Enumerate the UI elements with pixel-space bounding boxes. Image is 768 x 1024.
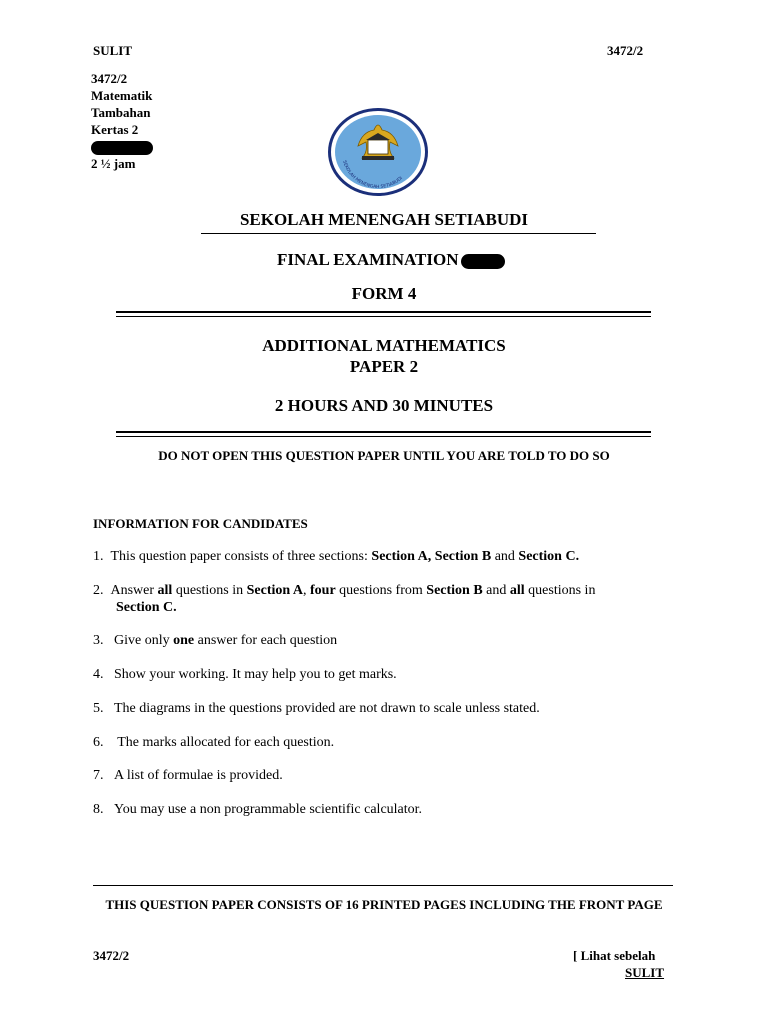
- info-item-7: 7. A list of formulae is provided.: [93, 768, 283, 783]
- next-page-note: [ Lihat sebelah: [573, 948, 656, 963]
- logo-ring-text: SEKOLAH MENENGAH SETIABUDI: [341, 160, 404, 191]
- exam-title-text: FINAL EXAMINATION: [277, 250, 459, 269]
- school-name: SEKOLAH MENENGAH SETIABUDI: [239, 210, 529, 229]
- form-level: FORM 4: [351, 284, 417, 303]
- warning-text: DO NOT OPEN THIS QUESTION PAPER UNTIL YOU ARE TOLD TO DO SO: [158, 448, 610, 463]
- title-underline: [201, 233, 596, 234]
- footer-code: 3472/2: [93, 948, 130, 963]
- paper-number: Kertas 2: [91, 122, 139, 137]
- info-heading: INFORMATION FOR CANDIDATES: [93, 516, 308, 531]
- info-item-8: 8. You may use a non programmable scientific calculator.: [93, 802, 423, 817]
- subject-name-2: Tambahan: [91, 105, 151, 120]
- paper-code: 3472/2: [607, 43, 644, 58]
- redacted-year: [461, 254, 505, 269]
- redacted-date: [91, 141, 153, 155]
- school-logo: [326, 106, 430, 198]
- classification-label: SULIT: [93, 43, 133, 58]
- info-item-2: 2. Answer all questions in Section A, four questions from Section B and all questions in: [93, 583, 596, 598]
- info-item-2-continued: Section C.: [116, 600, 177, 615]
- double-rule-top-b: [116, 316, 651, 317]
- paper-title: PAPER 2: [349, 357, 419, 376]
- info-item-5: 5. The diagrams in the questions provided are not drawn to scale unless stated.: [93, 701, 540, 716]
- double-rule-top-a: [116, 311, 651, 313]
- info-item-1: 1. This question paper consists of three sections: Section A, Section B and Section C.: [93, 549, 580, 564]
- subject-title: ADDITIONAL MATHEMATICS: [262, 336, 506, 355]
- footer-classification: SULIT: [625, 965, 665, 980]
- info-item-6: 6. The marks allocated for each question.: [93, 735, 335, 750]
- double-rule-bottom-b: [116, 436, 651, 437]
- subject-block: [91, 70, 153, 172]
- info-item-3: 3. Give only one answer for each question: [93, 633, 338, 648]
- exam-title: [277, 250, 505, 270]
- pages-note: THIS QUESTION PAPER CONSISTS OF 16 PRINTED PAGES INCLUDING THE FRONT PAGE: [105, 897, 663, 912]
- subject-code: 3472/2: [91, 71, 128, 86]
- duration: 2 ½ jam: [91, 156, 136, 171]
- subject-name-1: Matematik: [91, 88, 153, 103]
- footer-rule: [93, 885, 673, 886]
- info-item-4: 4. Show your working. It may help you to get marks.: [93, 667, 397, 682]
- exam-duration: 2 HOURS AND 30 MINUTES: [274, 396, 494, 415]
- double-rule-bottom-a: [116, 431, 651, 433]
